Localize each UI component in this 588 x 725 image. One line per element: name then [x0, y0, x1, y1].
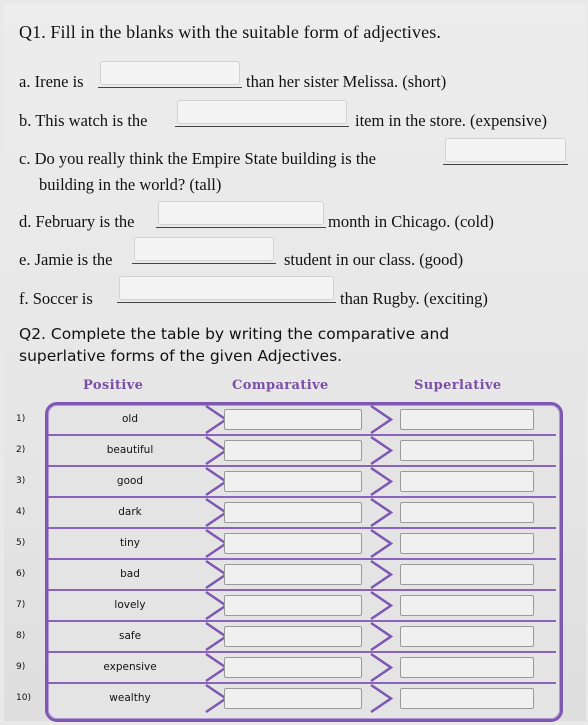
positive-word: wealthy [109, 691, 151, 704]
comparative-answer-box[interactable] [224, 471, 362, 492]
arrow-to-superlative-icon [369, 497, 395, 528]
superlative-answer-box[interactable] [400, 595, 534, 616]
comparative-answer-box[interactable] [224, 440, 362, 461]
row-number: 2) [16, 444, 26, 455]
row-number: 9) [16, 661, 26, 672]
row-divider [48, 651, 556, 653]
comparative-answer-box[interactable] [224, 626, 362, 647]
superlative-answer-box[interactable] [400, 409, 534, 430]
q1-item-a-post: than her sister Melissa. (short) [246, 72, 447, 91]
q1-blank-d[interactable] [158, 201, 324, 225]
positive-word: expensive [103, 660, 157, 673]
row-number: 10) [16, 692, 31, 703]
positive-word: old [121, 412, 138, 425]
positive-word: dark [118, 505, 142, 518]
row-divider [48, 589, 556, 591]
row-divider [48, 465, 556, 467]
arrow-to-superlative-icon [369, 466, 395, 497]
q1-item-a-pre: a. Irene is [19, 72, 84, 91]
positive-word: beautiful [106, 443, 154, 456]
q1-item-b-post: item in the store. (expensive) [355, 111, 547, 130]
col-header-superlative: Superlative [414, 378, 502, 393]
arrow-to-superlative-icon [369, 435, 395, 466]
q1-item-f-pre: f. Soccer is [19, 289, 93, 308]
row-divider [48, 558, 556, 560]
q1-blank-a[interactable] [100, 61, 240, 85]
positive-word: lovely [114, 598, 146, 611]
q1-item-e-post: student in our class. (good) [284, 250, 464, 269]
arrow-to-superlative-icon [369, 559, 395, 590]
arrow-to-superlative-icon [369, 683, 395, 714]
col-header-positive: Positive [83, 378, 144, 393]
comparative-answer-box[interactable] [224, 533, 362, 554]
comparative-answer-box[interactable] [224, 657, 362, 678]
q1-item-e-pre: e. Jamie is the [19, 250, 113, 269]
positive-word: safe [118, 629, 142, 642]
row-divider [48, 682, 556, 684]
arrow-to-superlative-icon [369, 404, 395, 435]
row-divider [48, 434, 556, 436]
col-header-comparative: Comparative [232, 378, 329, 393]
positive-word: tiny [120, 536, 140, 549]
row-divider [48, 527, 556, 529]
q1-item-c-pre: c. Do you really think the Empire State building is the [19, 149, 376, 168]
superlative-answer-box[interactable] [400, 440, 534, 461]
row-number: 1) [16, 413, 26, 424]
positive-word: good [116, 474, 144, 487]
row-number: 3) [16, 475, 26, 486]
comparative-answer-box[interactable] [224, 595, 362, 616]
arrow-to-superlative-icon [369, 621, 395, 652]
comparative-answer-box[interactable] [224, 688, 362, 709]
q1-item-c-cont: building in the world? (tall) [39, 175, 222, 194]
q1-blank-c[interactable] [445, 138, 566, 162]
row-divider [48, 620, 556, 622]
superlative-answer-box[interactable] [400, 564, 534, 585]
positive-word: bad [120, 567, 140, 580]
q1-blank-e[interactable] [134, 237, 274, 261]
arrow-to-superlative-icon [369, 652, 395, 683]
q1-item-d-pre: d. February is the [19, 212, 135, 231]
row-divider [48, 496, 556, 498]
arrow-to-superlative-icon [369, 590, 395, 621]
q2-title: Q2. Complete the table by writing the comparative and superlative forms of the given Adjectives. [19, 325, 450, 365]
q1-item-f-post: than Rugby. (exciting) [340, 289, 488, 308]
superlative-answer-box[interactable] [400, 626, 534, 647]
comparative-answer-box[interactable] [224, 409, 362, 430]
arrow-to-superlative-icon [369, 528, 395, 559]
worksheet-page [4, 4, 586, 721]
superlative-answer-box[interactable] [400, 688, 534, 709]
row-number: 4) [16, 506, 26, 517]
q1-title: Q1. Fill in the blanks with the suitable form of adjectives. [19, 22, 441, 42]
superlative-answer-box[interactable] [400, 502, 534, 523]
row-number: 7) [16, 599, 26, 610]
comparative-answer-box[interactable] [224, 564, 362, 585]
q1-item-d-post: month in Chicago. (cold) [328, 212, 494, 231]
superlative-answer-box[interactable] [400, 533, 534, 554]
row-number: 8) [16, 630, 26, 641]
superlative-answer-box[interactable] [400, 471, 534, 492]
q1-item-b-pre: b. This watch is the [19, 111, 148, 130]
q1-blank-b[interactable] [177, 100, 347, 124]
row-number: 6) [16, 568, 26, 579]
comparative-answer-box[interactable] [224, 502, 362, 523]
row-number: 5) [16, 537, 26, 548]
q1-blank-f[interactable] [119, 276, 334, 300]
superlative-answer-box[interactable] [400, 657, 534, 678]
